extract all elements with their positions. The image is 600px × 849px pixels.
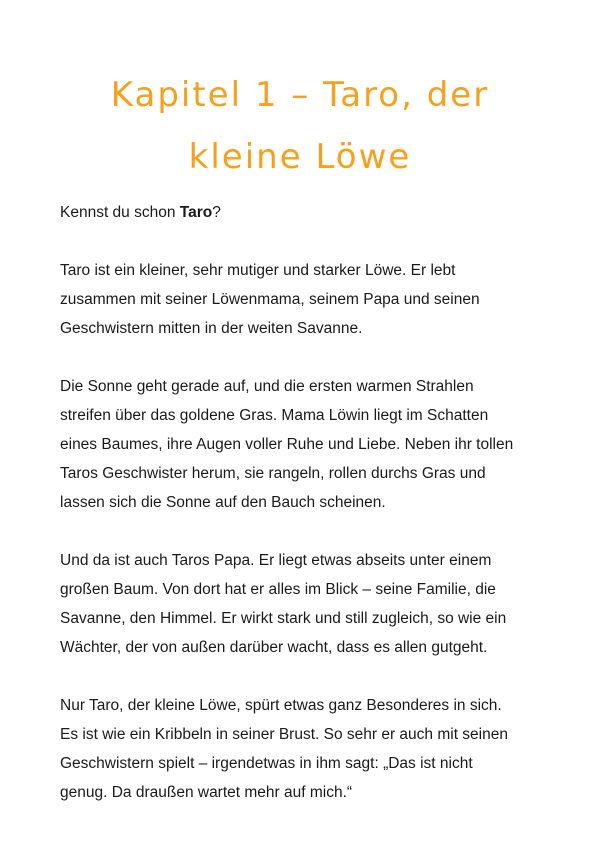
chapter-title <box>40 64 560 188</box>
paragraph-line: Wächter, der von außen darüber wacht, dass es allen gutgeht. <box>60 639 488 656</box>
paragraph-line: streifen über das goldene Gras. Mama Löwin liegt im Schatten <box>60 407 489 424</box>
paragraph-line: Es ist wie ein Kribbeln in seiner Brust. So sehr er auch mit seinen <box>60 726 508 743</box>
paragraph-3 <box>60 546 550 662</box>
chapter-title-line-2: kleine Löwe <box>188 137 412 177</box>
paragraph-2 <box>60 372 550 517</box>
paragraph-1 <box>60 256 550 343</box>
paragraph-line: Geschwistern mitten in der weiten Savanne. <box>60 320 363 337</box>
chapter-body <box>60 198 550 836</box>
paragraph-line: Geschwistern spielt – irgendetwas in ihm sagt: „Das ist nicht <box>60 755 473 772</box>
paragraph-line: genug. Da draußen wartet mehr auf mich.“ <box>60 784 353 801</box>
intro-text-after: ? <box>212 204 221 221</box>
paragraph-line: Taros Geschwister herum, sie rangeln, rollen durchs Gras und <box>60 465 486 482</box>
intro-text-before: Kennst du schon <box>60 204 180 221</box>
paragraph-line: zusammen mit seiner Löwenmama, seinem Papa und seinen <box>60 291 480 308</box>
chapter-title-line-1: Kapitel 1 – Taro, der <box>110 75 490 115</box>
paragraph-line: eines Baumes, ihre Augen voller Ruhe und Liebe. Neben ihr tollen <box>60 436 514 453</box>
paragraph-line: Und da ist auch Taros Papa. Er liegt etwas abseits unter einem <box>60 552 492 569</box>
intro-paragraph <box>60 198 550 227</box>
paragraph-line: Taro ist ein kleiner, sehr mutiger und starker Löwe. Er lebt <box>60 262 456 279</box>
intro-name-bold: Taro <box>179 204 213 221</box>
paragraph-line: Die Sonne geht gerade auf, und die ersten warmen Strahlen <box>60 378 474 395</box>
paragraph-line: Nur Taro, der kleine Löwe, spürt etwas ganz Besonderes in sich. <box>60 697 502 714</box>
paragraph-line: großen Baum. Von dort hat er alles im Blick – seine Familie, die <box>60 581 496 598</box>
paragraph-line: Savanne, den Himmel. Er wirkt stark und still zugleich, so wie ein <box>60 610 507 627</box>
paragraph-line: lassen sich die Sonne auf den Bauch scheinen. <box>60 494 386 511</box>
paragraph-4 <box>60 691 550 807</box>
